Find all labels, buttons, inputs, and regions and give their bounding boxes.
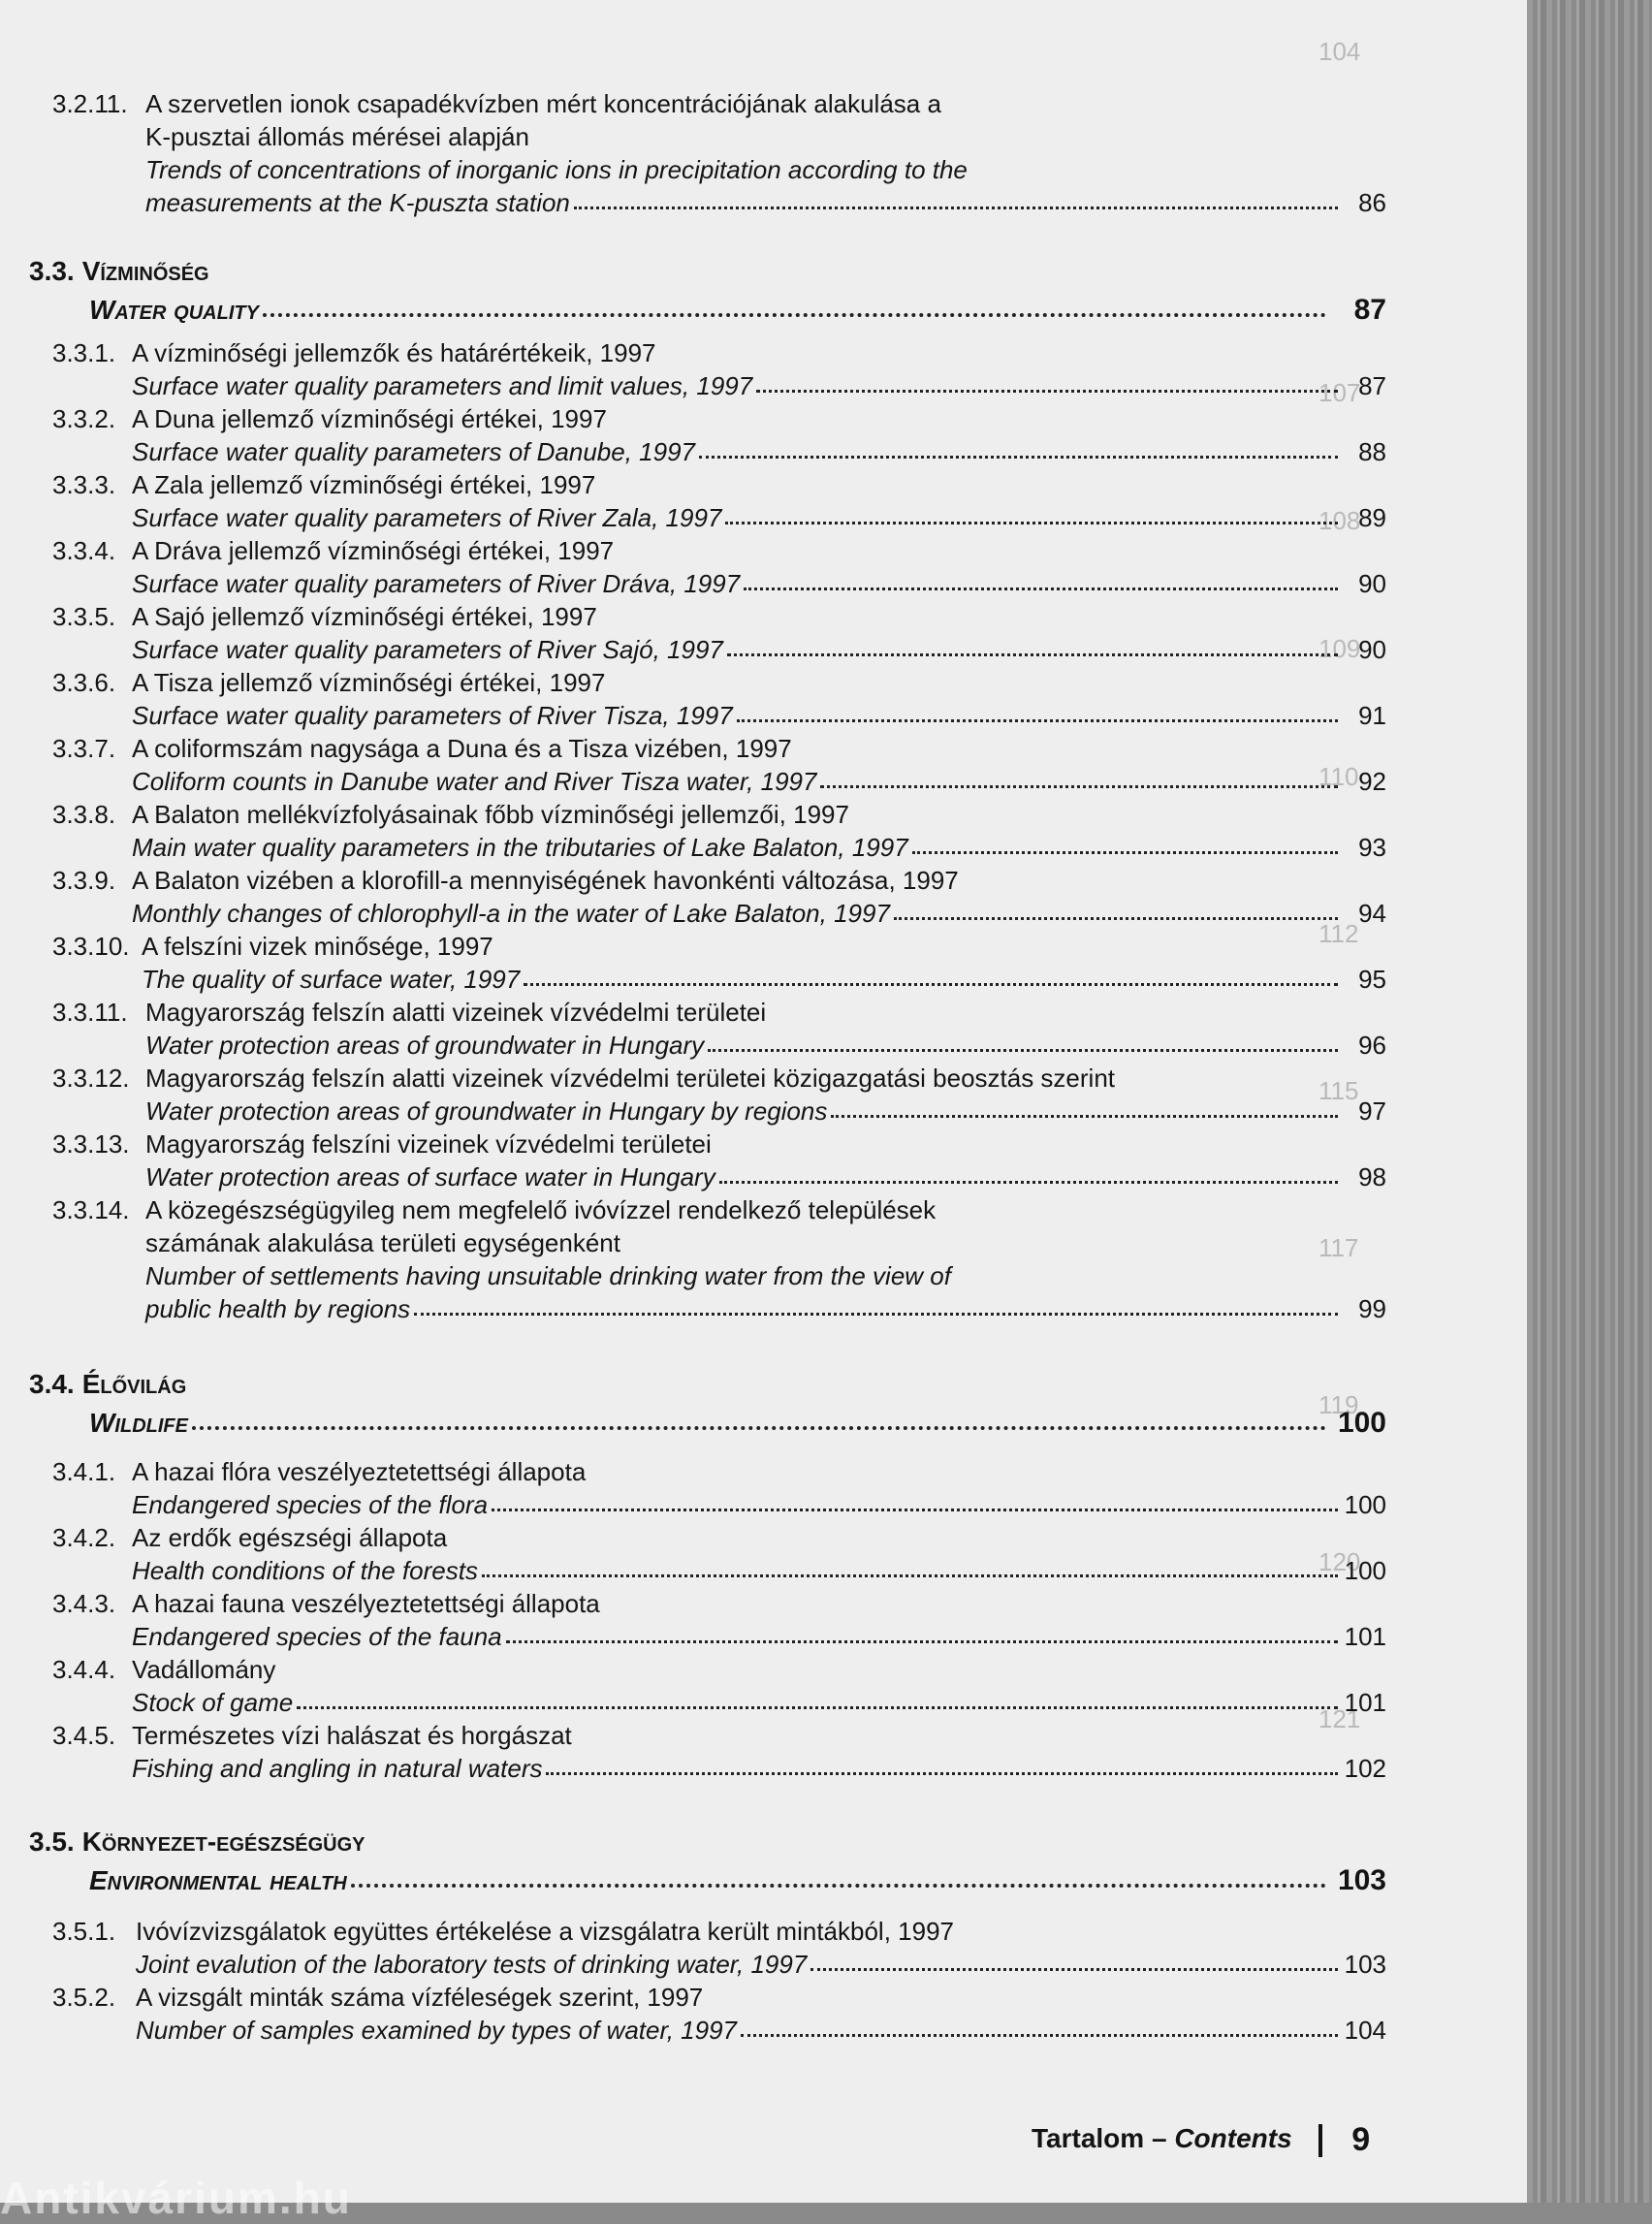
dot-leader [727, 640, 1338, 656]
toc-entry-number: 3.3.1. [52, 338, 116, 367]
toc-entry[interactable] [52, 336, 1386, 402]
ghost-page-number: 115 [1318, 1076, 1359, 1105]
toc-section-heading[interactable] [29, 252, 1386, 330]
toc-entry-page-number: 98 [1358, 1162, 1386, 1191]
toc-entry-number: 3.3.4. [52, 536, 116, 565]
toc-entry-number: 3.4.2. [52, 1523, 116, 1552]
toc-entry-page-number: 92 [1358, 767, 1386, 796]
toc-entry[interactable] [52, 996, 1386, 1062]
toc-entry-title-hungarian: Természetes vízi halászat és horgászat [132, 1721, 572, 1750]
toc-entry[interactable] [52, 1915, 1386, 1981]
toc-entry-number: 3.3.6. [52, 668, 116, 697]
toc-entry-title-english: Health conditions of the forests [132, 1556, 478, 1585]
dot-leader [912, 838, 1338, 854]
toc-section-heading[interactable] [29, 1365, 1386, 1443]
dot-leader [719, 1167, 1338, 1184]
dot-leader [756, 376, 1338, 393]
toc-entry-title-hungarian: A Zala jellemző vízminőségi értékei, 1997 [132, 470, 596, 499]
toc-entry[interactable] [52, 1981, 1386, 2047]
toc-entry-number: 3.5.1. [52, 1917, 116, 1946]
toc-entry-number: 3.3.13. [52, 1129, 130, 1159]
toc-entry-title-hungarian: A Balaton vizében a klorofill-a mennyiségének havonkénti változása, 1997 [132, 866, 959, 895]
ghost-page-number: 119 [1318, 1390, 1359, 1419]
dot-leader [492, 1495, 1338, 1511]
toc-entry-title-hungarian: Vadállomány [132, 1655, 276, 1684]
section-page-number: 103 [1337, 1864, 1386, 1896]
toc-entry-page-number: 89 [1358, 503, 1386, 532]
toc-entry-title-hungarian: K-pusztai állomás mérései alapján [145, 122, 529, 151]
toc-entry-page-number: 87 [1358, 371, 1386, 400]
toc-entry-page-number: 90 [1358, 569, 1386, 598]
toc-entry-page-number: 100 [1344, 1490, 1386, 1519]
toc-entry-title-english: Surface water quality parameters of River Zala, 1997 [132, 503, 722, 532]
toc-entry-title-hungarian: A Tisza jellemző vízminőségi értékei, 1997 [132, 668, 606, 697]
toc-entry-title-english: measurements at the K-puszta station [145, 188, 570, 217]
toc-entry-number: 3.3.9. [52, 866, 116, 895]
footer-title-english: Contents [1174, 2122, 1292, 2153]
toc-entry-title-english: Endangered species of the flora [132, 1490, 489, 1519]
toc-entry-page-number: 102 [1344, 1754, 1386, 1783]
dot-leader [744, 574, 1338, 590]
dot-leader [699, 442, 1338, 459]
toc-entry[interactable] [52, 1653, 1386, 1719]
watermark: Antikvárium.hu [0, 2173, 352, 2223]
toc-entry-number: 3.3.5. [52, 602, 116, 631]
toc-section-heading[interactable] [29, 1823, 1386, 1900]
toc-entry[interactable] [52, 87, 1386, 219]
toc-entry-number: 3.3.12. [52, 1064, 130, 1093]
dot-leader [574, 193, 1338, 209]
toc-entry[interactable] [52, 468, 1386, 534]
toc-entry-page-number: 103 [1344, 1950, 1386, 1979]
ghost-page-number: 112 [1318, 919, 1359, 948]
section-number: 3.5. [29, 1827, 75, 1857]
toc-entry-title-hungarian: A felszíni vizek minősége, 1997 [142, 932, 493, 961]
toc-entry-number: 3.3.2. [52, 404, 116, 433]
dot-leader [725, 508, 1338, 524]
toc-entry-number: 3.4.3. [52, 1589, 116, 1618]
toc-entry[interactable] [52, 1587, 1386, 1653]
toc-entry[interactable] [52, 798, 1386, 864]
toc-entry-title-english: Water protection areas of groundwater in Hungary [145, 1031, 705, 1060]
ghost-page-number: 121 [1318, 1704, 1361, 1733]
toc-entry-page-number: 88 [1358, 437, 1386, 466]
toc-entry-page-number: 97 [1358, 1096, 1386, 1126]
dot-leader [506, 1627, 1338, 1643]
toc-entry-number: 3.2.11. [52, 89, 128, 118]
page-edge-binding [1527, 0, 1652, 2203]
toc-entry-page-number: 86 [1358, 188, 1386, 217]
toc-entry-number: 3.3.14. [52, 1195, 130, 1224]
section-title-english: Wildlife [89, 1408, 188, 1438]
toc-entry[interactable] [52, 402, 1386, 468]
toc-entry-page-number: 99 [1358, 1294, 1386, 1323]
dot-leader [831, 1101, 1338, 1118]
ghost-page-number: 104 [1318, 37, 1361, 66]
section-title-hungarian: Környezet-egészségügy [81, 1827, 365, 1857]
toc-entry-title-english: public health by regions [145, 1294, 411, 1323]
toc-entry-title-english: Water protection areas of groundwater in Hungary by regions [145, 1096, 828, 1126]
dot-leader [297, 1693, 1338, 1709]
section-title-hungarian: Vízminőség [81, 256, 209, 286]
toc-entry[interactable] [52, 534, 1386, 600]
dot-leader [820, 772, 1338, 788]
toc-entry-number: 3.4.5. [52, 1721, 116, 1750]
section-title-english: Environmental health [89, 1865, 347, 1895]
ghost-page-number: 120 [1318, 1547, 1361, 1576]
toc-entry-title-hungarian: A közegészségügyileg nem megfelelő ivóvízzel rendelkező települések [145, 1195, 937, 1224]
toc-entry[interactable] [52, 1062, 1386, 1128]
toc-entry[interactable] [52, 864, 1386, 930]
toc-entry-number: 3.4.4. [52, 1655, 116, 1684]
section-page-number: 87 [1353, 294, 1386, 326]
toc-entry-number: 3.3.8. [52, 800, 116, 829]
toc-entry-page-number: 104 [1344, 2016, 1386, 2045]
toc-entry-title-hungarian: A hazai flóra veszélyeztetettségi állapota [132, 1457, 587, 1486]
toc-entry-title-english: Surface water quality parameters of River Tisza, 1997 [132, 701, 733, 730]
toc-entry[interactable] [52, 1521, 1386, 1587]
toc-entry-title-hungarian: A hazai fauna veszélyeztetettségi állapota [132, 1589, 600, 1618]
toc-entry-title-english: Stock of game [132, 1688, 294, 1717]
section-title-hungarian: Élővilág [81, 1369, 187, 1399]
dot-leader [524, 969, 1338, 986]
toc-entry-title-hungarian: A Balaton mellékvízfolyásainak főbb vízminőségi jellemzői, 1997 [132, 800, 849, 829]
toc-entry-title-english: Number of settlements having unsuitable drinking water from the view of [145, 1261, 951, 1290]
toc-entry-title-hungarian: Magyarország felszín alatti vizeinek vízvédelmi területei [145, 998, 767, 1027]
toc-entry-page-number: 95 [1358, 965, 1386, 994]
toc-entry-page-number: 94 [1358, 899, 1386, 928]
toc-entry[interactable] [52, 666, 1386, 732]
toc-entry[interactable] [52, 732, 1386, 798]
toc-entry-title-hungarian: A coliformszám nagysága a Duna és a Tisza vizében, 1997 [132, 734, 792, 763]
dot-leader [708, 1035, 1338, 1052]
toc-entry-page-number: 93 [1358, 833, 1386, 862]
toc-entry-title-hungarian: számának alakulása területi egységenként [145, 1228, 620, 1257]
dot-leader [810, 1954, 1338, 1971]
toc-entry-page-number: 101 [1344, 1622, 1386, 1651]
toc-entry-title-english: Joint evalution of the laboratory tests of drinking water, 1997 [136, 1950, 808, 1979]
toc-entry-title-english: Fishing and angling in natural waters [132, 1754, 543, 1783]
toc-entry-title-hungarian: Ivóvízvizsgálatok együttes értékelése a vizsgálatra került mintákból, 1997 [136, 1917, 954, 1946]
toc-entry[interactable] [52, 1455, 1386, 1521]
toc-entry-number: 3.4.1. [52, 1457, 116, 1486]
toc-entry-title-hungarian: Magyarország felszíni vizeinek vízvédelmi területei [145, 1129, 712, 1159]
toc-entry-page-number: 101 [1344, 1688, 1386, 1717]
toc-entry-title-hungarian: Az erdők egészségi állapota [132, 1523, 448, 1552]
toc-entry-title-hungarian: A Duna jellemző vízminőségi értékei, 1997 [132, 404, 607, 433]
footer-title: Tartalom – [1032, 2122, 1167, 2153]
toc-entry-title-hungarian: A Sajó jellemző vízminőségi értékei, 1997 [132, 602, 597, 631]
toc-entry-number: 3.3.7. [52, 734, 116, 763]
ghost-page-number: 109 [1318, 634, 1361, 663]
toc-entry-title-english: Coliform counts in Danube water and River Tisza water, 1997 [132, 767, 817, 796]
page-footer [1032, 2121, 1370, 2159]
footer-divider [1318, 2124, 1322, 2157]
toc-entry-title-english: Surface water quality parameters of River Dráva, 1997 [132, 569, 741, 598]
page-number: 9 [1351, 2121, 1371, 2158]
toc-entry[interactable] [52, 600, 1386, 666]
dot-leader [737, 706, 1338, 722]
dot-leader [192, 1411, 1326, 1430]
toc-entry-number: 3.3.10. [52, 932, 130, 961]
toc-entry-title-hungarian: A vízminőségi jellemzők és határértékeik, 1997 [132, 338, 656, 367]
toc-entry-page-number: 96 [1358, 1031, 1386, 1060]
toc-entry-page-number: 90 [1358, 635, 1386, 664]
toc-entry[interactable] [52, 1719, 1386, 1785]
toc-entry[interactable] [52, 1128, 1386, 1193]
toc-entry-title-english: Surface water quality parameters and limit values, 1997 [132, 371, 753, 400]
toc-entry-title-english: Main water quality parameters in the tributaries of Lake Balaton, 1997 [132, 833, 908, 862]
toc-entry-title-hungarian: A vizsgált minták száma vízféleségek szerint, 1997 [136, 1983, 704, 2012]
toc-entry-title-hungarian: Magyarország felszín alatti vizeinek vízvédelmi területei közigazgatási beosztás szerint [145, 1064, 1116, 1093]
toc-entry-title-hungarian: A szervetlen ionok csapadékvízben mért koncentrációjának alakulása a [145, 89, 941, 118]
toc-entry-number: 3.3.3. [52, 470, 116, 499]
section-page-number: 100 [1337, 1407, 1386, 1439]
section-number: 3.4. [29, 1369, 75, 1399]
toc-entry-title-english: Surface water quality parameters of Danube, 1997 [132, 437, 696, 466]
toc-entry-title-english: Number of samples examined by types of water, 1997 [136, 2016, 737, 2045]
dot-leader [894, 904, 1338, 920]
dot-leader [414, 1299, 1338, 1316]
dot-leader [546, 1759, 1338, 1775]
toc-entry-page-number: 100 [1344, 1556, 1386, 1585]
toc-entry-title-english: Endangered species of the fauna [132, 1622, 502, 1651]
dot-leader [482, 1561, 1338, 1577]
section-number: 3.3. [29, 256, 75, 286]
dot-leader [741, 2020, 1338, 2037]
toc-entry-title-english: Water protection areas of surface water in Hungary [145, 1162, 715, 1191]
toc-entry-number: 3.5.2. [52, 1983, 116, 2012]
toc-entry[interactable] [52, 930, 1386, 996]
dot-leader [263, 298, 1326, 317]
toc-entry[interactable] [52, 1193, 1386, 1325]
toc-entry-number: 3.3.11. [52, 998, 128, 1027]
ghost-page-number: 107 [1318, 378, 1361, 407]
toc-entry-title-english: Monthly changes of chlorophyll-a in the water of Lake Balaton, 1997 [132, 899, 890, 928]
dot-leader [351, 1868, 1326, 1888]
section-title-english: Water quality [89, 295, 259, 325]
ghost-page-number: 117 [1318, 1233, 1359, 1262]
toc-entry-title-english: Trends of concentrations of inorganic ions in precipitation according to the [145, 155, 968, 184]
ghost-page-number: 110 [1318, 762, 1359, 791]
toc-entry-title-english: Surface water quality parameters of River Sajó, 1997 [132, 635, 723, 664]
toc-entry-title-hungarian: A Dráva jellemző vízminőségi értékei, 1997 [132, 536, 615, 565]
toc-entry-title-english: The quality of surface water, 1997 [142, 965, 521, 994]
toc-entry-page-number: 91 [1358, 701, 1386, 730]
ghost-page-number: 108 [1318, 506, 1361, 535]
